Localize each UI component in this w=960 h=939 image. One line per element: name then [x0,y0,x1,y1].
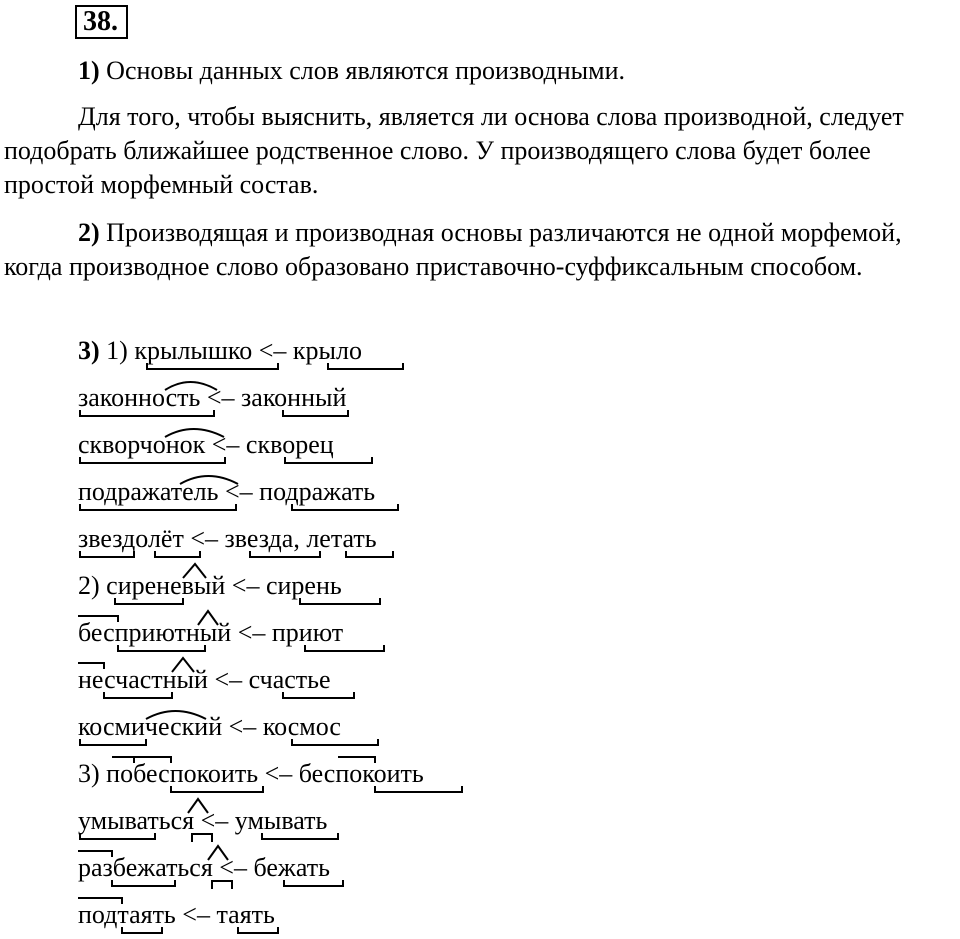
base-word: приют [271,618,344,647]
base-word: таять [216,900,275,929]
derived-word: умываться [78,806,195,835]
group-label: 3) [78,759,100,788]
derived-word: законность [78,383,201,412]
base-word: звезда, летать [224,524,377,553]
derived-word: несчастный [78,665,208,694]
derived-word: скворчонок [78,430,206,459]
derivation-arrow: <– [228,712,257,741]
derived-word: подражатель [78,477,219,506]
word-pair-line [78,334,362,368]
section-1-paragraph [4,54,956,88]
base-word: космос [262,712,341,741]
base-word: подражать [259,477,376,506]
word-pair-line [78,851,330,885]
derived-word: подтаять [78,900,176,929]
word-pair-line [78,522,377,556]
derivation-arrow: <– [211,430,240,459]
derivation-arrow: <– [237,618,266,647]
derivation-arrow: <– [206,383,235,412]
word-pair-line [78,381,346,415]
derived-word: космический [78,712,223,741]
derived-word: звездолёт [78,524,184,553]
section-1-text: Основы данных слов являются производными. [106,56,626,85]
derivation-arrow: <– [190,524,218,553]
group-label: 1) [106,336,128,365]
section-2-text: Производящая и производная основы различаются не одной морфемой, когда производное слово образовано приставочно-суффиксальным способом. [4,218,902,281]
derivation-arrow: <– [219,853,247,882]
word-pair-line [78,804,327,838]
section-3-label: 3) [78,336,100,365]
word-pair-line [78,710,341,744]
derivation-arrow: <– [258,336,287,365]
derivation-arrow: <– [214,665,243,694]
section-2-paragraph [4,216,956,284]
derived-word: побеспокоить [106,759,259,788]
word-pair-line [78,663,331,697]
derived-word: бесприютный [78,618,232,647]
word-pair-line [78,616,343,650]
base-word: бежать [253,853,330,882]
group-label: 2) [78,571,100,600]
base-word: законный [241,383,347,412]
word-pair-line [78,475,375,509]
base-word: крыло [292,336,362,365]
base-word: скворец [245,430,334,459]
word-pair-line [78,428,334,462]
base-word: счастье [248,665,331,694]
word-pair-line [78,569,342,603]
base-word: умывать [234,806,328,835]
derived-word: разбежаться [78,853,213,882]
derivation-arrow: <– [225,477,253,506]
derivation-arrow: <– [264,759,293,788]
derived-word: сиреневый [106,571,226,600]
word-pair-line [78,898,275,932]
base-word: беспокоить [298,759,424,788]
word-pair-line [78,757,424,791]
derived-word: крылышко [134,336,253,365]
derivation-arrow: <– [231,571,260,600]
derivation-arrow: <– [182,900,210,929]
derivation-arrow: <– [200,806,229,835]
base-word: сирень [265,571,342,600]
section-2-label: 2) [78,218,100,247]
section-1-label: 1) [78,56,100,85]
explanation-paragraph: Для того, чтобы выяснить, является ли основа слова производной, следует подобрать ближайшее родственное слово. У производящего слова будет более простой морфемный состав. [4,102,904,199]
exercise-number: 38. [75,5,128,39]
